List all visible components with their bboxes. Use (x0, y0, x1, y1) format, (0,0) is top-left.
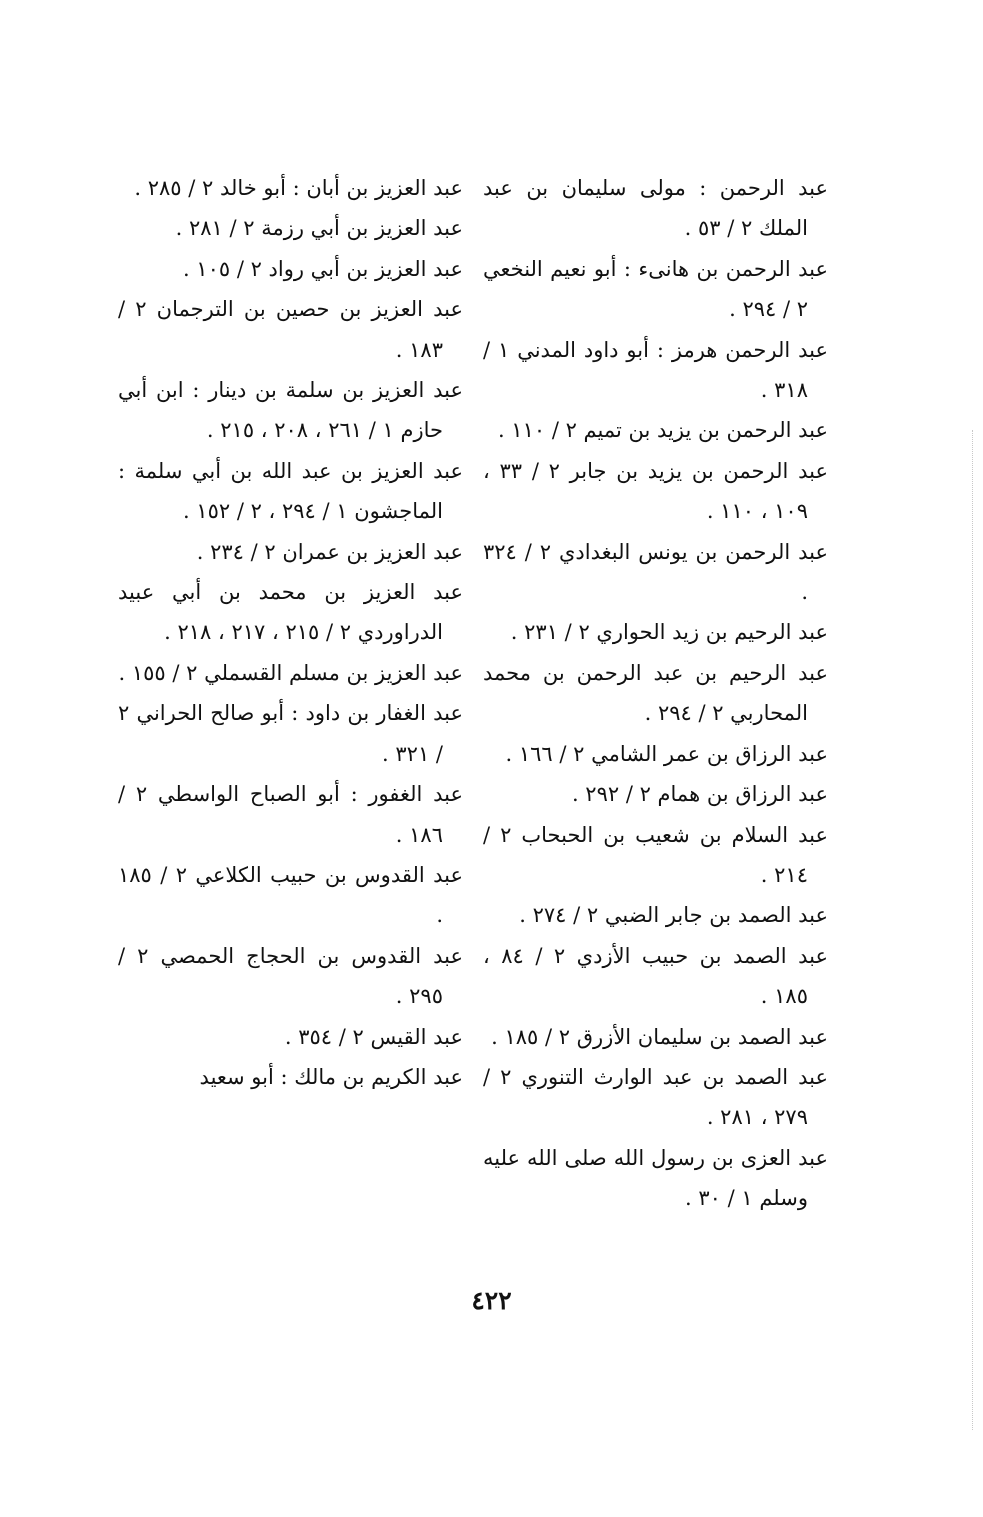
page-number: ٤٢٢ (471, 1286, 512, 1315)
index-entry: عبد العزيز بن أبي رواد ٢ / ١٠٥ . (182, 256, 463, 281)
index-entry: عبد الرزاق بن همام ٢ / ٢٩٢ . (571, 782, 828, 807)
index-entry: عبد العزيز بن أبان : أبو خالد ٢ / ٢٨٥ . (134, 176, 463, 200)
index-entry: عبد الرحمن بن هانىء : أبو نعيم النخعي ٢ / ٢٩٤ . (483, 256, 828, 322)
index-entry: عبد السلام بن شعيب بن الحبحاب ٢ / ٢١٤ . (483, 822, 828, 887)
index-entry: عبد العزيز بن سلمة بن دينار : ابن أبي حازم ١ / ٢٦١ ، ٢٠٨ ، ٢١٥ . (118, 378, 463, 443)
index-entry: عبد الغفور : أبو الصباح الواسطي ٢ / ١٨٦ . (118, 782, 463, 847)
index-entry: عبد الصمد بن سليمان الأزرق ٢ / ١٨٥ . (491, 1024, 828, 1049)
index-entry: عبد القدوس بن حبيب الكلاعي ٢ / ١٨٥ . (118, 862, 463, 928)
scan-edge-marks (972, 430, 974, 1430)
index-column-right (483, 168, 828, 1219)
index-entry: عبد العزيز بن أبي رزمة ٢ / ٢٨١ . (175, 216, 463, 241)
index-entry: عبد الغفار بن داود : أبو صالح الحراني ٢ / ٣٢١ . (118, 701, 463, 766)
index-entry: عبد الكريم بن مالك : أبو سعيد (199, 1064, 463, 1089)
index-entry: عبد القيس ٢ / ٣٥٤ . (284, 1024, 463, 1049)
index-entry: عبد الصمد بن جابر الضبي ٢ / ٢٧٤ . (519, 903, 828, 928)
index-entry: عبد العزيز بن عمران ٢ / ٢٣٤ . (196, 539, 463, 564)
index-entry: عبد الرحمن هرمز : أبو داود المدني ١ / ٣١٨ . (483, 337, 828, 403)
index-entry: عبد الرزاق بن عمر الشامي ٢ / ١٦٦ . (505, 741, 828, 766)
index-entry: عبد العزيز بن حصين بن الترجمان ٢ / ١٨٣ . (118, 297, 463, 362)
index-entry: عبد الصمد بن حبيب الأزدي ٢ / ٨٤ ، ١٨٥ . (483, 943, 828, 1009)
index-entry: عبد الصمد بن عبد الوارث التنوري ٢ / ٢٧٩ ، ٢٨١ . (483, 1064, 828, 1130)
index-entry: عبد الرحمن بن يزيد بن تميم ٢ / ١١٠ . (497, 418, 828, 443)
index-entry: عبد العزيز بن محمد بن أبي عبيد الدراوردي ٢ / ٢١٥ ، ٢١٧ ، ٢١٨ . (118, 580, 463, 645)
index-entry: عبد الرحمن بن يزيد بن جابر ٢ / ٣٣ ، ١٠٩ ، ١١٠ . (483, 458, 828, 524)
index-entry: عبد الرحمن بن يونس البغدادي ٢ / ٣٢٤ . (483, 539, 828, 605)
index-entry: عبد العزيز بن مسلم القسملي ٢ / ١٥٥ . (118, 660, 463, 685)
index-entry: عبد العزيز بن عبد الله بن أبي سلمة : الماجشون ١ / ٢٩٤ ، ٢ / ١٥٢ . (118, 458, 463, 524)
index-entry: عبد العزى بن رسول الله صلى الله عليه وسلم ١ / ٣٠ . (483, 1145, 828, 1211)
index-entry: عبد الرحمن : مولى سليمان بن عبد الملك ٢ / ٥٣ . (483, 176, 828, 241)
index-entry: عبد القدوس بن الحجاج الحمصي ٢ / ٢٩٥ . (118, 943, 463, 1009)
index-entry: عبد الرحيم بن زيد الحواري ٢ / ٢٣١ . (510, 620, 828, 645)
index-entry: عبد الرحيم بن عبد الرحمن بن محمد المحاربي ٢ / ٢٩٤ . (483, 660, 828, 726)
index-column-left (118, 168, 463, 1097)
